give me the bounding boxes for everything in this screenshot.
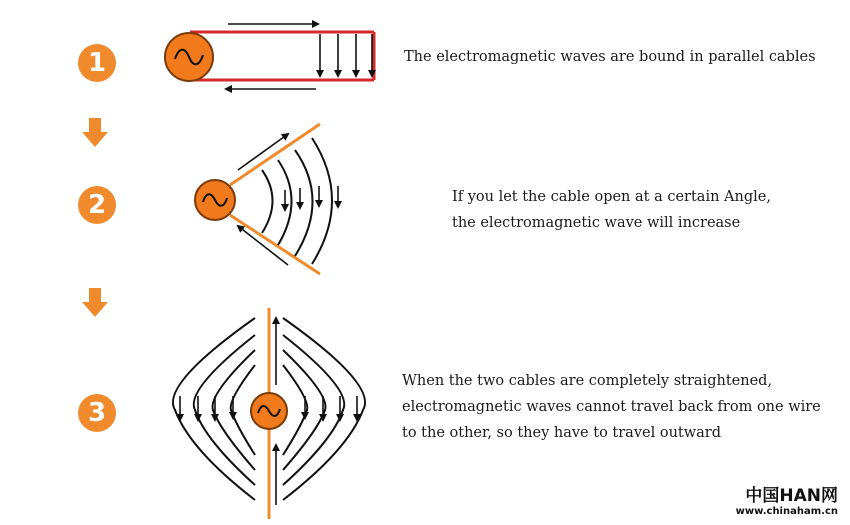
down-arrow-icon [82,288,108,317]
step-1-line-1: The electromagnetic waves are bound in parallel cables [404,49,816,65]
step-2-text [452,184,771,236]
step-3-diagram [173,308,365,519]
step-3-number: 3 [78,394,116,432]
step-2-number: 2 [78,186,116,224]
step-2-line-2: the electromagnetic wave will increase [452,215,741,231]
step-1-text [404,44,816,70]
step-2-diagram [195,124,338,274]
watermark [736,481,838,517]
upper-wire [230,124,320,185]
watermark-brand: 中国HAN网 [745,486,838,506]
watermark-url: www.chinaham.cn [735,506,838,517]
lower-wire [230,215,320,274]
step-3-line-2: electromagnetic waves cannot travel back from one wire [402,399,821,415]
down-arrow-icon [82,118,108,147]
step-1-diagram [165,24,374,89]
step-3-text [402,368,821,446]
step-3-line-1: When the two cables are completely straightened, [402,373,773,389]
step-1-number: 1 [78,44,116,82]
ac-source-icon [165,33,213,81]
ac-source-icon [195,180,235,220]
step-3-line-3: to the other, so they have to travel outward [402,425,721,441]
step-2-line-1: If you let the cable open at a certain Angle, [452,189,771,205]
ac-source-icon [251,393,287,429]
